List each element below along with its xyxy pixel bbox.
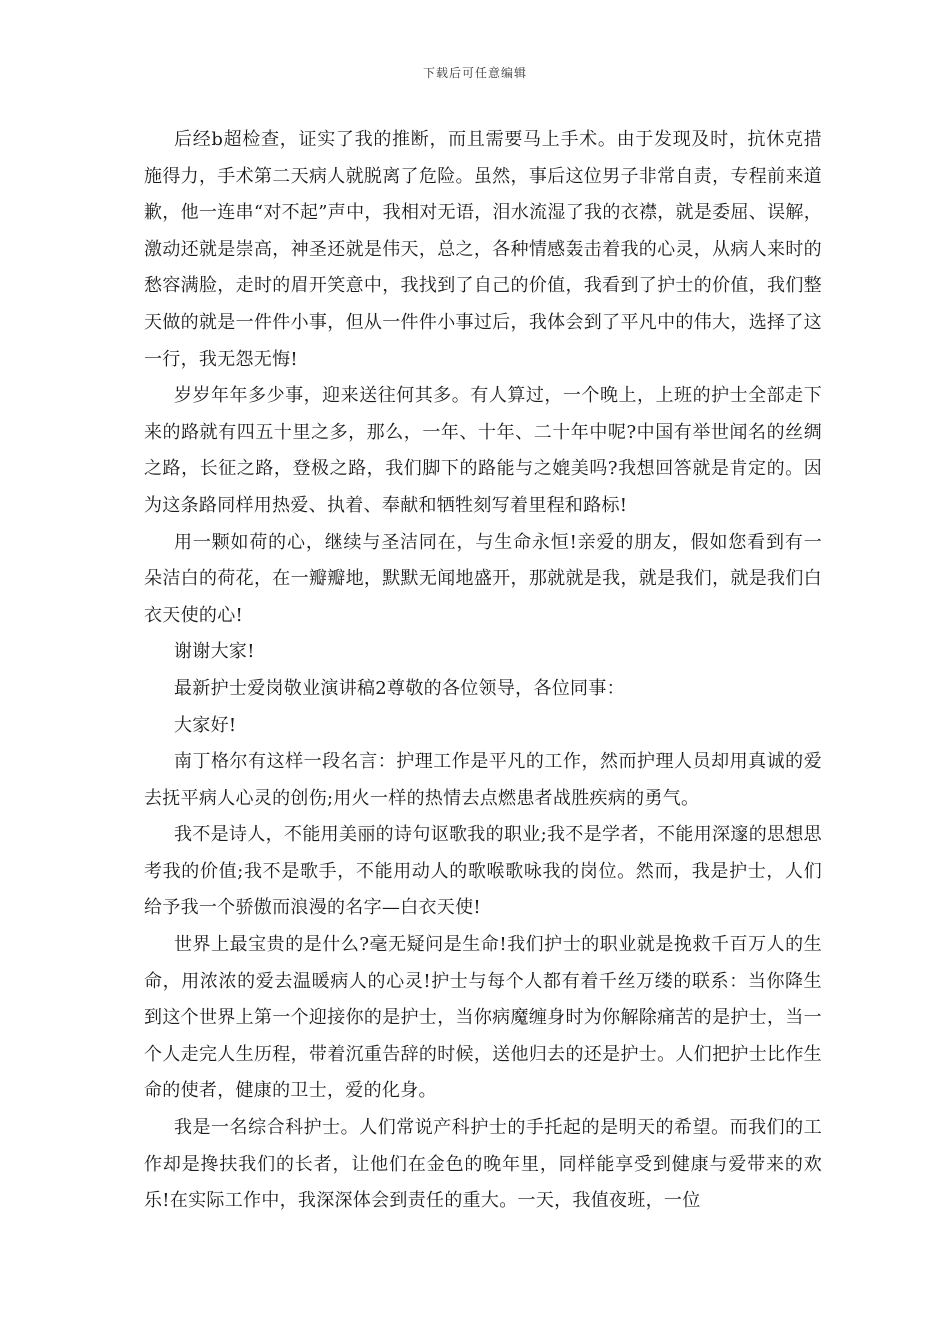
paragraph: 最新护士爱岗敬业演讲稿2尊敬的各位领导，各位同事： [174,677,625,699]
paragraph: 我是一名综合科护士。人们常说产科护士的手托起的是明天的希望。而我们的工作却是搀扶我们的长者，让他们在金色的晚年里，同样能享受到健康与爱带来的欢乐!在实际工作中，我深深体会到责任的重大。一天，我值夜班，一位 [144,1117,822,1212]
paragraph: 谢谢大家! [174,641,255,663]
paragraph: 岁岁年年多少事，迎来送往何其多。有人算过，一个晚上，上班的护士全部走下来的路就有四五十里之多，那么，一年、十年、二十年中呢?中国有举世闻名的丝绸之路，长征之路，登极之路，我们脚下的路能与之媲美吗?我想回答就是肯定的。因为这条路同样用热爱、执着、奉献和牺牲刻写着里程和路标! [144,385,822,516]
paragraph: 用一颗如荷的心，继续与圣洁同在，与生命永恒!亲爱的朋友，假如您看到有一朵洁白的荷花，在一瓣瓣地，默默无闻地盛开，那就就是我，就是我们，就是我们白衣天使的心! [144,531,822,626]
paragraph: 我不是诗人，不能用美丽的诗句讴歌我的职业;我不是学者，不能用深邃的思想思考我的价值;我不是歌手，不能用动人的歌喉歌咏我的岗位。然而，我是护士，人们给予我一个骄傲而浪漫的名字—白衣天使! [144,824,822,919]
paragraph: 世界上最宝贵的是什么?毫无疑问是生命!我们护士的职业就是挽救千百万人的生命，用浓浓的爱去温暖病人的心灵!护士与每个人都有着千丝万缕的联系：当你降生到这个世界上第一个迎接你的是护士，当你病魔缠身时为你解除痛苦的是护士，当一个人走完人生历程，带着沉重告辞的时候，送他归去的还是护士。人们把护士比作生命的使者，健康的卫士，爱的化身。 [144,934,822,1102]
paragraph: 大家好! [174,714,237,736]
paragraph: 南丁格尔有这样一段名言：护理工作是平凡的工作，然而护理人员却用真诚的爱去抚平病人心灵的创伤;用火一样的热情去点燃患者战胜疾病的勇气。 [144,751,822,809]
document-body [144,122,822,1220]
paragraph: 后经b超检查，证实了我的推断，而且需要马上手术。由于发现及时，抗休克措施得力，手术第二天病人就脱离了危险。虽然，事后这位男子非常自责，专程前来道歉，他一连串“对不起”声中，我相对无语，泪水流湿了我的衣襟，就是委屈、误解，激动还就是崇高，神圣还就是伟天，总之，各种情感轰击着我的心灵，从病人来时的愁容满脸，走时的眉开笑意中，我找到了自己的价值，我看到了护士的价值，我们整天做的就是一件件小事，但从一件件小事过后，我体会到了平凡中的伟大，选择了这一行，我无怨无悔! [144,129,822,370]
page-header: 下载后可任意编辑 [422,66,527,80]
